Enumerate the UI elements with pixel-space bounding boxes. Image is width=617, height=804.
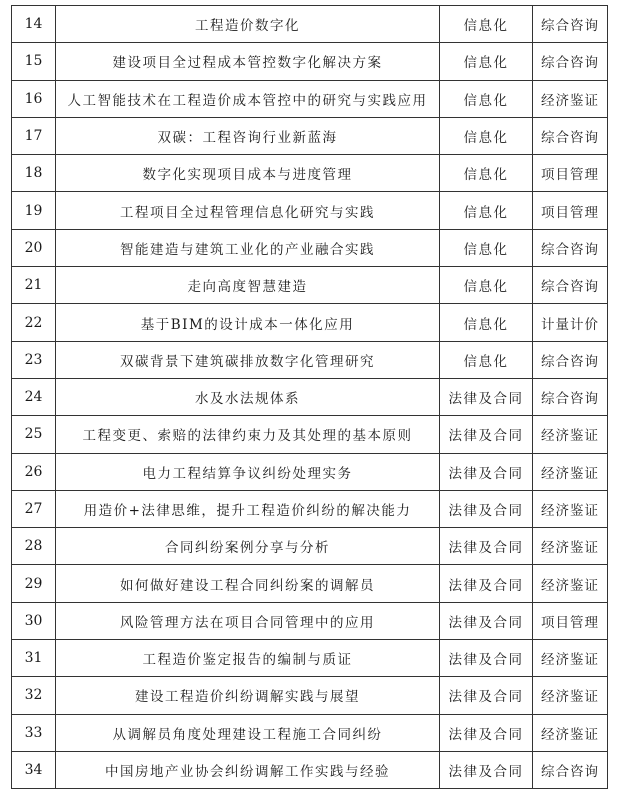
row-number: 23 (12, 341, 56, 378)
table-row (12, 677, 608, 714)
course-table-body (12, 6, 608, 789)
course-type: 经济鉴证 (533, 416, 608, 453)
course-title: 双碳：工程咨询行业新蓝海 (56, 117, 440, 154)
course-category: 信息化 (440, 43, 533, 80)
table-row (12, 117, 608, 154)
row-number: 33 (12, 714, 56, 751)
course-title: 电力工程结算争议纠纷处理实务 (56, 453, 440, 490)
course-title: 工程项目全过程管理信息化研究与实践 (56, 192, 440, 229)
course-title: 工程造价数字化 (56, 6, 440, 43)
row-number: 25 (12, 416, 56, 453)
course-title: 如何做好建设工程合同纠纷案的调解员 (56, 565, 440, 602)
course-title: 建设项目全过程成本管控数字化解决方案 (56, 43, 440, 80)
course-category: 法律及合同 (440, 602, 533, 639)
table-row (12, 341, 608, 378)
row-number: 28 (12, 528, 56, 565)
course-category: 法律及合同 (440, 640, 533, 677)
course-type: 项目管理 (533, 602, 608, 639)
course-title: 走向高度智慧建造 (56, 267, 440, 304)
course-category: 法律及合同 (440, 528, 533, 565)
course-type: 综合咨询 (533, 751, 608, 788)
course-category: 信息化 (440, 6, 533, 43)
table-row (12, 528, 608, 565)
course-title: 数字化实现项目成本与进度管理 (56, 155, 440, 192)
course-category: 信息化 (440, 341, 533, 378)
course-type: 综合咨询 (533, 378, 608, 415)
course-type: 综合咨询 (533, 43, 608, 80)
course-type: 经济鉴证 (533, 714, 608, 751)
course-title: 合同纠纷案例分享与分析 (56, 528, 440, 565)
course-category: 信息化 (440, 229, 533, 266)
course-title: 工程造价鉴定报告的编制与质证 (56, 640, 440, 677)
course-category: 法律及合同 (440, 677, 533, 714)
course-type: 综合咨询 (533, 341, 608, 378)
course-type: 项目管理 (533, 192, 608, 229)
course-category: 信息化 (440, 192, 533, 229)
table-row (12, 416, 608, 453)
row-number: 32 (12, 677, 56, 714)
row-number: 34 (12, 751, 56, 788)
course-title: 建设工程造价纠纷调解实践与展望 (56, 677, 440, 714)
course-type: 项目管理 (533, 155, 608, 192)
table-row (12, 43, 608, 80)
table-row (12, 453, 608, 490)
course-category: 信息化 (440, 80, 533, 117)
course-category: 法律及合同 (440, 378, 533, 415)
course-title: 双碳背景下建筑碳排放数字化管理研究 (56, 341, 440, 378)
row-number: 17 (12, 117, 56, 154)
course-title: 中国房地产业协会纠纷调解工作实践与经验 (56, 751, 440, 788)
table-row (12, 378, 608, 415)
table-row (12, 267, 608, 304)
course-type: 综合咨询 (533, 267, 608, 304)
table-row (12, 6, 608, 43)
course-title: 基于BIM的设计成本一体化应用 (56, 304, 440, 341)
course-table-container (11, 5, 607, 789)
course-type: 经济鉴证 (533, 677, 608, 714)
course-type: 经济鉴证 (533, 80, 608, 117)
course-title: 从调解员角度处理建设工程施工合同纠纷 (56, 714, 440, 751)
table-row (12, 565, 608, 602)
course-category: 法律及合同 (440, 416, 533, 453)
table-row (12, 602, 608, 639)
course-category: 信息化 (440, 267, 533, 304)
course-title: 智能建造与建筑工业化的产业融合实践 (56, 229, 440, 266)
row-number: 18 (12, 155, 56, 192)
row-number: 29 (12, 565, 56, 602)
course-type: 计量计价 (533, 304, 608, 341)
table-row (12, 490, 608, 527)
course-category: 信息化 (440, 304, 533, 341)
course-category: 法律及合同 (440, 751, 533, 788)
row-number: 20 (12, 229, 56, 266)
course-table (11, 5, 608, 789)
table-row (12, 80, 608, 117)
course-title: 人工智能技术在工程造价成本管控中的研究与实践应用 (56, 80, 440, 117)
course-type: 经济鉴证 (533, 528, 608, 565)
course-title: 工程变更、索赔的法律约束力及其处理的基本原则 (56, 416, 440, 453)
table-row (12, 304, 608, 341)
row-number: 14 (12, 6, 56, 43)
table-row (12, 155, 608, 192)
course-title: 用造价+法律思维，提升工程造价纠纷的解决能力 (56, 490, 440, 527)
course-category: 法律及合同 (440, 714, 533, 751)
row-number: 26 (12, 453, 56, 490)
course-category: 法律及合同 (440, 453, 533, 490)
course-category: 法律及合同 (440, 565, 533, 602)
course-type: 经济鉴证 (533, 453, 608, 490)
table-row (12, 751, 608, 788)
table-row (12, 229, 608, 266)
course-type: 经济鉴证 (533, 565, 608, 602)
course-category: 信息化 (440, 117, 533, 154)
row-number: 27 (12, 490, 56, 527)
course-title: 风险管理方法在项目合同管理中的应用 (56, 602, 440, 639)
course-type: 经济鉴证 (533, 490, 608, 527)
row-number: 15 (12, 43, 56, 80)
row-number: 22 (12, 304, 56, 341)
course-type: 综合咨询 (533, 229, 608, 266)
row-number: 31 (12, 640, 56, 677)
table-row (12, 640, 608, 677)
course-category: 法律及合同 (440, 490, 533, 527)
course-type: 经济鉴证 (533, 640, 608, 677)
course-type: 综合咨询 (533, 117, 608, 154)
row-number: 30 (12, 602, 56, 639)
table-row (12, 192, 608, 229)
row-number: 21 (12, 267, 56, 304)
row-number: 24 (12, 378, 56, 415)
course-title: 水及水法规体系 (56, 378, 440, 415)
row-number: 19 (12, 192, 56, 229)
table-row (12, 714, 608, 751)
course-type: 综合咨询 (533, 6, 608, 43)
row-number: 16 (12, 80, 56, 117)
course-category: 信息化 (440, 155, 533, 192)
